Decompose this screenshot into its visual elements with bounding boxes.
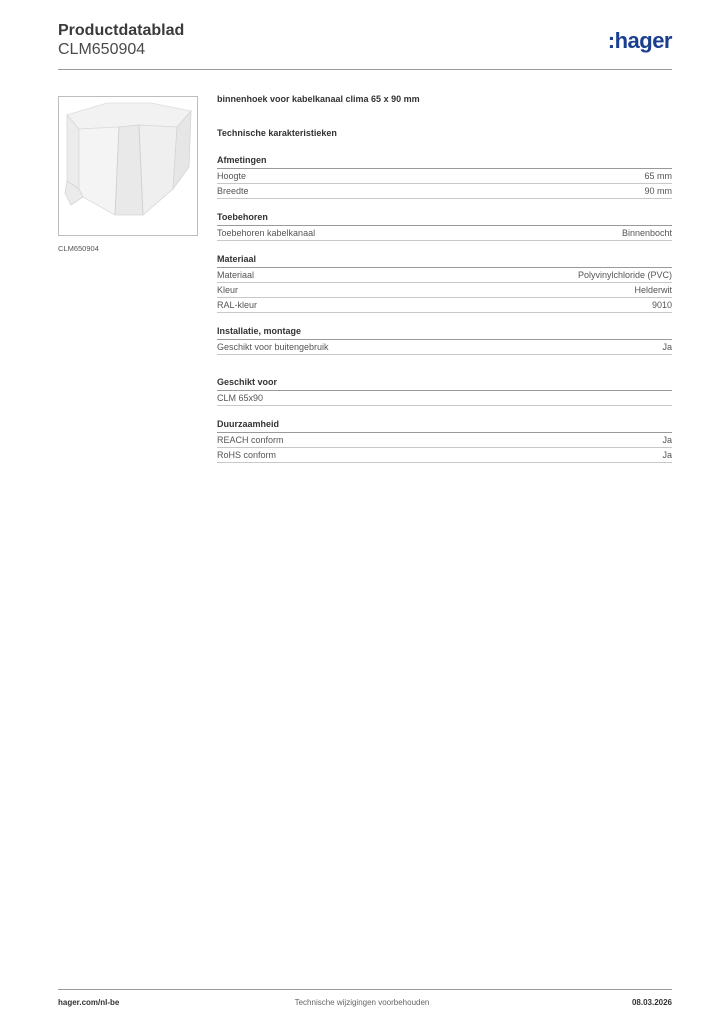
spec-value: Ja xyxy=(662,342,672,352)
footer-website-link[interactable]: hager.com/nl-be xyxy=(58,998,120,1007)
section-heading: Duurzaamheid xyxy=(217,419,672,433)
section-afmetingen xyxy=(217,155,672,199)
section-heading: Toebehoren xyxy=(217,212,672,226)
section-installatie xyxy=(217,326,672,355)
product-name: binnenhoek voor kabelkanaal clima 65 x 90 mm xyxy=(217,94,420,104)
spec-label: RAL-kleur xyxy=(217,300,258,310)
footer-notice: Technische wijzigingen voorbehouden xyxy=(294,998,430,1007)
section-duurzaamheid xyxy=(217,419,672,463)
spec-label: Materiaal xyxy=(217,270,255,280)
spec-row xyxy=(217,184,672,199)
section-heading: Geschikt voor xyxy=(217,377,672,391)
spec-label: Geschikt voor buitengebruik xyxy=(217,342,329,352)
footer-date: 08.03.2026 xyxy=(631,998,672,1007)
image-caption: CLM650904 xyxy=(58,244,99,253)
footer-divider xyxy=(58,989,672,990)
spec-label: Toebehoren kabelkanaal xyxy=(217,228,316,238)
spec-row xyxy=(217,391,672,406)
spec-label: REACH conform xyxy=(217,435,284,445)
page-header xyxy=(58,20,672,70)
spec-row xyxy=(217,298,672,313)
hager-logo: :hager xyxy=(607,28,672,53)
section-geschikt-voor xyxy=(217,377,672,406)
spec-value: Binnenbocht xyxy=(621,228,672,238)
spec-row xyxy=(217,340,672,355)
spec-row xyxy=(217,448,672,463)
spec-value: Polyvinylchloride (PVC) xyxy=(577,270,672,280)
tech-characteristics-title: Technische karakteristieken xyxy=(217,128,337,138)
spec-row xyxy=(217,268,672,283)
inner-corner-illustration xyxy=(59,97,197,235)
product-image xyxy=(58,96,198,236)
spec-value: Ja xyxy=(662,435,672,445)
section-heading: Materiaal xyxy=(217,254,672,268)
spec-label: Hoogte xyxy=(217,171,247,181)
spec-label: Breedte xyxy=(217,186,249,196)
product-code: CLM650904 xyxy=(58,41,146,58)
spec-label: Kleur xyxy=(217,285,239,295)
section-materiaal xyxy=(217,254,672,313)
spec-row xyxy=(217,226,672,241)
document-title: Productdatablad xyxy=(58,22,185,39)
spec-row xyxy=(217,283,672,298)
spec-label: CLM 65x90 xyxy=(217,393,264,403)
spec-value: 9010 xyxy=(651,300,672,310)
spec-value: 65 mm xyxy=(644,171,672,181)
spec-row xyxy=(217,169,672,184)
spec-row xyxy=(217,433,672,448)
section-heading: Afmetingen xyxy=(217,155,672,169)
spec-value: Ja xyxy=(662,450,672,460)
section-heading: Installatie, montage xyxy=(217,326,672,340)
spec-value: 90 mm xyxy=(644,186,672,196)
spec-label: RoHS conform xyxy=(217,450,277,460)
spec-content xyxy=(217,94,672,463)
header-divider xyxy=(58,69,672,70)
section-toebehoren xyxy=(217,212,672,241)
spec-value: Helderwit xyxy=(634,285,672,295)
